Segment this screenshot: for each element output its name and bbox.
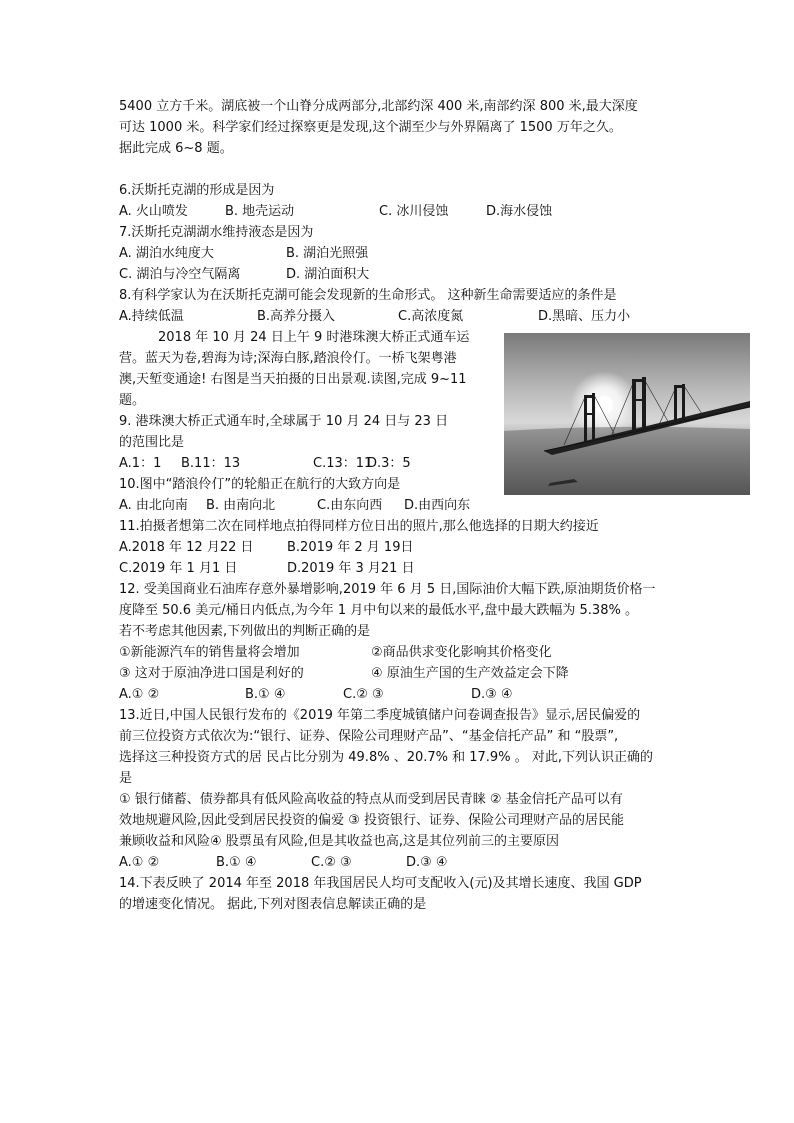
option-c: C.13：11 xyxy=(313,456,373,471)
option-d: D.③ ④ xyxy=(406,855,448,870)
option-b: B.高养分摄入 xyxy=(257,309,336,324)
question-7-stem: 7.沃斯托克湖湖水维持液态是因为 xyxy=(119,225,314,240)
passage-line: 可达 1000 米。科学家们经过探察更是发现,这个湖至少与外界隔离了 1500 万年之久。 xyxy=(119,120,622,135)
statement-4: ④ 原油生产国的生产效益定会下降 xyxy=(371,666,569,681)
passage-line: 澳,天堑变通途! 右图是当天拍摄的日出景观.读图,完成 9~11 xyxy=(119,372,467,387)
option-c: C.2019 年 1 月1 日 xyxy=(119,561,238,576)
option-a: A. 由北向南 xyxy=(119,498,188,513)
option-d: D.黑暗、压力小 xyxy=(538,309,631,324)
question-12-stem: 若不考虑其他因素,下列做出的判断正确的是 xyxy=(119,624,371,639)
question-11-stem: 11.拍摄者想第二次在同样地点拍得同样方位日出的照片,那么他选择的日期大约接近 xyxy=(119,519,599,534)
option-d: D.③ ④ xyxy=(471,687,513,702)
option-a: A. 湖泊水纯度大 xyxy=(119,246,214,261)
option-d: D.海水侵蚀 xyxy=(486,204,553,219)
question-13-stem: 前三位投资方式依次为:“银行、证券、保险公司理财产品”、“基金信托产品” 和 “股票”, xyxy=(119,729,619,744)
option-b: B.① ④ xyxy=(245,687,286,702)
option-a: A.① ② xyxy=(119,687,160,702)
question-14-stem: 的增速变化情况。 据此,下列对图表信息解读正确的是 xyxy=(119,897,427,912)
passage-line: 2018 年 10 月 24 日上午 9 时港珠澳大桥正式通车运 xyxy=(158,330,470,345)
option-b: B.11：13 xyxy=(181,456,241,471)
option-b: B. 由南向北 xyxy=(206,498,276,513)
statement-3: ③ 这对于原油净进口国是利好的 xyxy=(119,666,304,681)
option-b: B.① ④ xyxy=(216,855,257,870)
bridge-sunrise-photo xyxy=(504,333,750,495)
option-a: A. 火山喷发 xyxy=(119,204,188,219)
option-d: D.3：5 xyxy=(367,456,411,471)
question-8-stem: 8.有科学家认为在沃斯托克湖可能会发现新的生命形式。 这种新生命需要适应的条件是 xyxy=(119,288,617,303)
question-12-stem: 度降至 50.6 美元/桶日内低点,为今年 1 月中旬以来的最低水平,盘中最大跌幅为 5.38% 。 xyxy=(119,603,638,618)
question-10-stem: 10.图中“踏浪伶仃”的轮船正在航行的大致方向是 xyxy=(119,477,401,492)
option-d: D. 湖泊面积大 xyxy=(286,267,370,282)
option-b: B.2019 年 2 月 19日 xyxy=(287,540,414,555)
option-d: D.由西向东 xyxy=(404,498,471,513)
question-12-stem: 12. 受美国商业石油库存意外暴增影响,2019 年 6 月 5 日,国际油价大幅下跌,原油期货价格一 xyxy=(119,582,656,597)
passage-line: 营。蓝天为卷,碧海为诗;深海白豚,踏浪伶仃。一桥飞架粤港 xyxy=(119,351,457,366)
option-a: A.持续低温 xyxy=(119,309,184,324)
option-b: B. 湖泊光照强 xyxy=(286,246,369,261)
option-c: C.② ③ xyxy=(311,855,352,870)
option-c: C.高浓度氮 xyxy=(398,309,464,324)
question-13-stem: 13.近日,中国人民银行发布的《2019 年第二季度城镇储户问卷调查报告》显示,居民偏爱的 xyxy=(119,708,641,723)
question-14-stem: 14.下表反映了 2014 年至 2018 年我国居民人均可支配收入(元)及其增长速度、我国 GDP xyxy=(119,876,642,891)
question-6-stem: 6.沃斯托克湖的形成是因为 xyxy=(119,183,275,198)
option-c: C. 冰川侵蚀 xyxy=(379,204,449,219)
passage-line: 5400 立方千米。湖底被一个山脊分成两部分,北部约深 400 米,南部约深 800 米,最大深度 xyxy=(119,99,638,114)
question-13-statements: ① 银行储蓄、债券都具有低风险高收益的特点从而受到居民青睐 ② 基金信托产品可以有 xyxy=(119,792,623,807)
option-c: C.由东向西 xyxy=(317,498,383,513)
option-a: A.① ② xyxy=(119,855,160,870)
passage-line: 据此完成 6~8 题。 xyxy=(119,141,233,156)
question-9-stem-cont: 的范围比是 xyxy=(119,435,185,450)
statement-1: ①新能源汽车的销售量将会增加 xyxy=(119,645,300,660)
option-c: C.② ③ xyxy=(343,687,384,702)
question-13-stem: 选择这三种投资方式的居 民占比分别为 49.8% 、20.7% 和 17.9% 。 对此,下列认识正确的 xyxy=(119,750,653,765)
option-b: B. 地壳运动 xyxy=(225,204,295,219)
question-9-stem: 9. 港珠澳大桥正式通车时,全球属于 10 月 24 日与 23 日 xyxy=(119,414,449,429)
question-13-statements: 效地规避风险,因此受到居民投资的偏爱 ③ 投资银行、证券、保险公司理财产品的居民能 xyxy=(119,813,625,828)
question-13-statements: 兼顾收益和风险④ 股票虽有风险,但是其收益也高,这是其位列前三的主要原因 xyxy=(119,834,560,849)
option-a: A.2018 年 12 月22 日 xyxy=(119,540,254,555)
statement-2: ②商品供求变化影响其价格变化 xyxy=(371,645,552,660)
question-13-stem: 是 xyxy=(119,771,133,786)
option-a: A.1：1 xyxy=(119,456,162,471)
option-c: C. 湖泊与冷空气隔离 xyxy=(119,267,241,282)
option-d: D.2019 年 3 月21 日 xyxy=(287,561,415,576)
passage-line: 题。 xyxy=(119,393,146,408)
